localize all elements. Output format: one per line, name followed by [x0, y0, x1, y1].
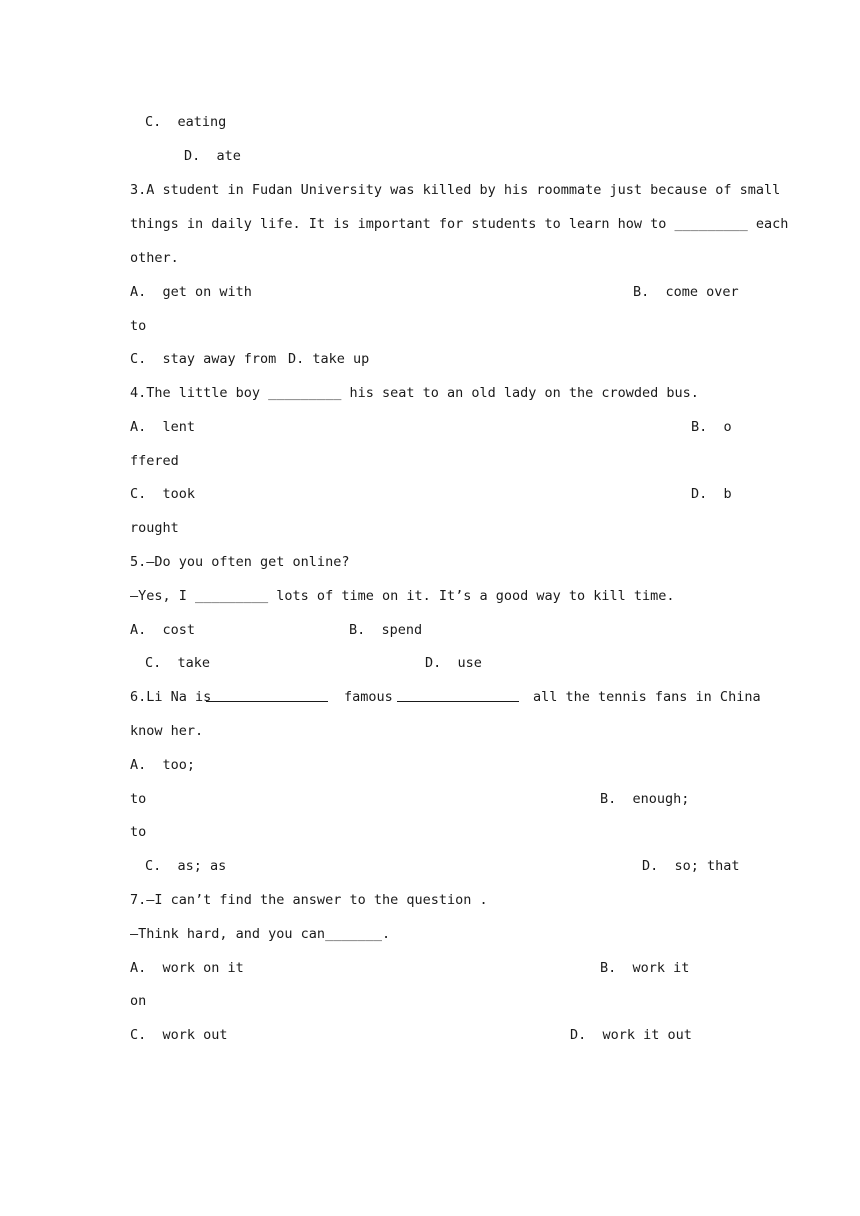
q7-option-b-wrap: on: [130, 993, 147, 1009]
q6-stem-part3: all the tennis fans in China: [533, 689, 761, 705]
q6-option-a: A. too;: [130, 757, 196, 773]
q7-option-b: B. work it: [600, 960, 690, 976]
q3-option-a: A. get on with: [130, 284, 252, 300]
q3-stem-line3: other.: [130, 250, 179, 266]
q3-option-c: C. stay away from: [130, 351, 277, 367]
q5-option-d: D. use: [425, 655, 482, 671]
q5-option-a: A. cost: [130, 622, 196, 638]
q6-blank-1: [206, 689, 328, 706]
q4-option-a: A. lent: [130, 419, 196, 435]
prev-option-c: C. eating: [145, 114, 227, 130]
q4-option-b-wrap: ffered: [130, 453, 179, 469]
q3-option-b-wrap: to: [130, 318, 147, 334]
q3-stem-line1: 3.A student in Fudan University was killed by his roommate just because of small: [130, 182, 781, 198]
q6-option-b: B. enough;: [600, 791, 690, 807]
q7-option-c: C. work out: [130, 1027, 228, 1043]
q6-stem-part1: 6.Li Na is: [130, 689, 212, 705]
q7-option-a: A. work on it: [130, 960, 244, 976]
q4-option-d-wrap: rought: [130, 520, 179, 536]
q7-option-d: D. work it out: [570, 1027, 692, 1043]
q3-option-b: B. come over: [633, 284, 739, 300]
q6-option-a-wrap: to: [130, 791, 147, 807]
q4-option-c: C. took: [130, 486, 196, 502]
q5-option-c: C. take: [145, 655, 211, 671]
q7-stem-line2: —Think hard, and you can_______.: [130, 926, 391, 942]
q6-stem-part2: famous: [344, 689, 393, 705]
q5-stem-line1: 5.—Do you often get online?: [130, 554, 350, 570]
q4-option-b: B. o: [691, 419, 732, 435]
q3-option-d: D. take up: [288, 351, 370, 367]
q5-stem-line2: —Yes, I _________ lots of time on it. It’s a good way to kill time.: [130, 588, 675, 604]
q6-option-b-wrap: to: [130, 824, 147, 840]
q6-option-d: D. so; that: [642, 858, 740, 874]
q6-blank-2: [397, 689, 519, 706]
q4-option-d: D. b: [691, 486, 732, 502]
q5-option-b: B. spend: [349, 622, 423, 638]
q7-stem-line1: 7.—I can’t find the answer to the question .: [130, 892, 488, 908]
q4-stem: 4.The little boy _________ his seat to an old lady on the crowded bus.: [130, 385, 699, 401]
q3-stem-line2: things in daily life. It is important for students to learn how to _________ each: [130, 216, 789, 232]
prev-option-d: D. ate: [184, 148, 241, 164]
q6-stem-line2: know her.: [130, 723, 204, 739]
q6-option-c: C. as; as: [145, 858, 227, 874]
